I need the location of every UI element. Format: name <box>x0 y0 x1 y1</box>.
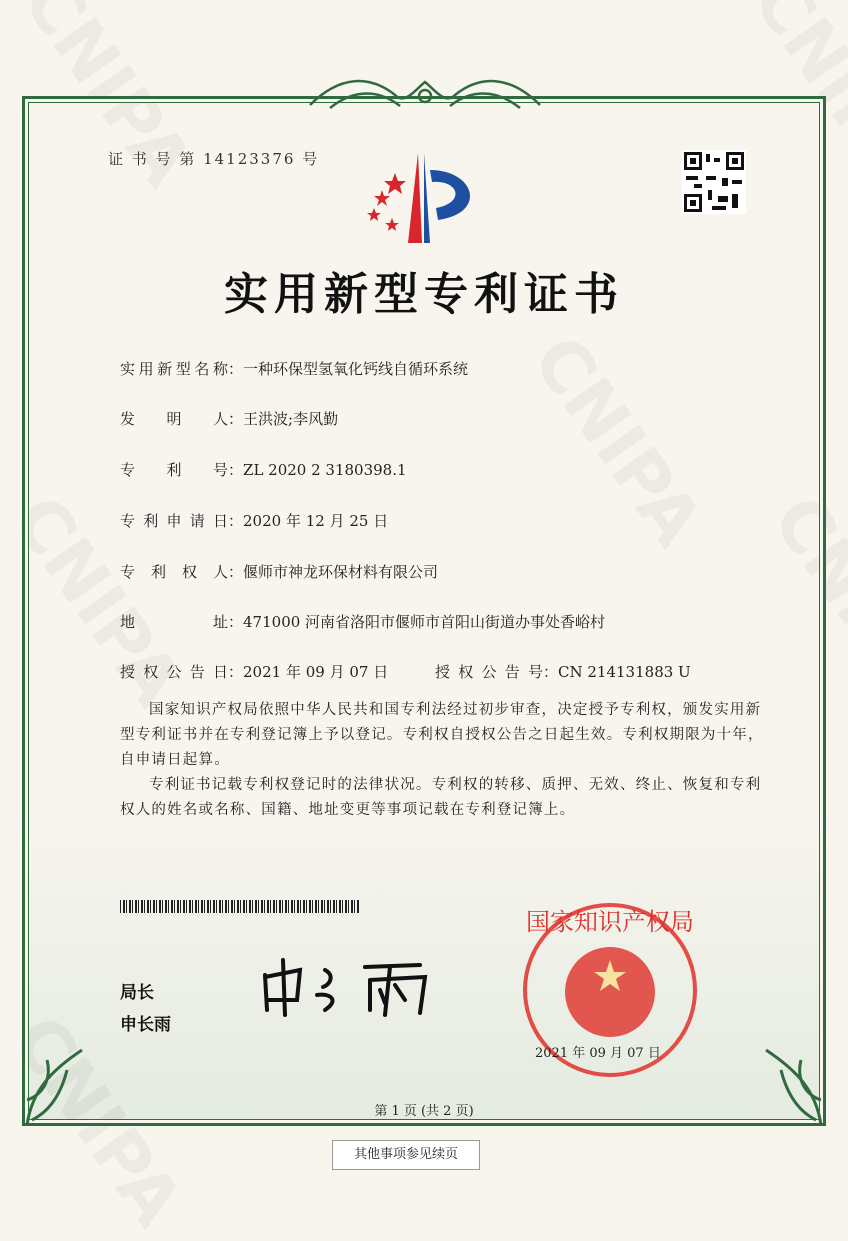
signature-icon <box>255 955 445 1020</box>
cnipa-logo-icon <box>360 148 490 248</box>
page-indicator: 第 1 页 (共 2 页) <box>374 1104 474 1119</box>
field-utility-model-name: 实用新型名称：一种环保型氢氧化钙线自循环系统 <box>120 360 469 378</box>
field-announcement-number: 授权公告号：CN 214131883 U <box>435 663 691 681</box>
continued-note: 其他事项参见续页 <box>332 1140 480 1170</box>
director-title: 局长 <box>120 983 154 1003</box>
seal-text: 国家知识产权局 <box>526 908 694 936</box>
top-ornament-icon <box>300 70 550 120</box>
field-patentee: 专利权人：偃师市神龙环保材料有限公司 <box>120 563 439 581</box>
certificate-statement <box>120 698 768 823</box>
qr-code-icon <box>682 150 746 214</box>
certificate-number: 证 书 号 第 14123376 号 <box>108 150 320 168</box>
paragraph: 专利证书记载专利权登记时的法律状况。专利权的转移、质押、无效、终止、恢复和专利权人的姓名或名称、国籍、地址变更等事项记载在专利登记簿上。 <box>120 777 762 818</box>
field-inventor: 发明人：王洪波;李风勤 <box>120 410 339 428</box>
field-grant-date: 授权公告日：2021 年 09 月 07 日 <box>120 663 389 681</box>
paragraph: 国家知识产权局依照中华人民共和国专利法经过初步审查，决定授予专利权，颁发实用新型专利证书并在专利登记簿上予以登记。专利权自授权公告之日起生效。专利权期限为十年，自申请日起算。 <box>120 702 764 768</box>
certificate-title: 实用新型专利证书 <box>224 269 624 320</box>
field-patent-number: 专利号：ZL 2020 2 3180398.1 <box>120 461 407 479</box>
field-address: 地址：471000 河南省洛阳市偃师市首阳山街道办事处香峪村 <box>120 613 606 631</box>
barcode <box>120 900 360 913</box>
seal-date: 2021 年 09 月 07 日 <box>535 1046 661 1061</box>
director-name: 申长雨 <box>120 1015 171 1035</box>
field-application-date: 专利申请日：2020 年 12 月 25 日 <box>120 512 389 530</box>
